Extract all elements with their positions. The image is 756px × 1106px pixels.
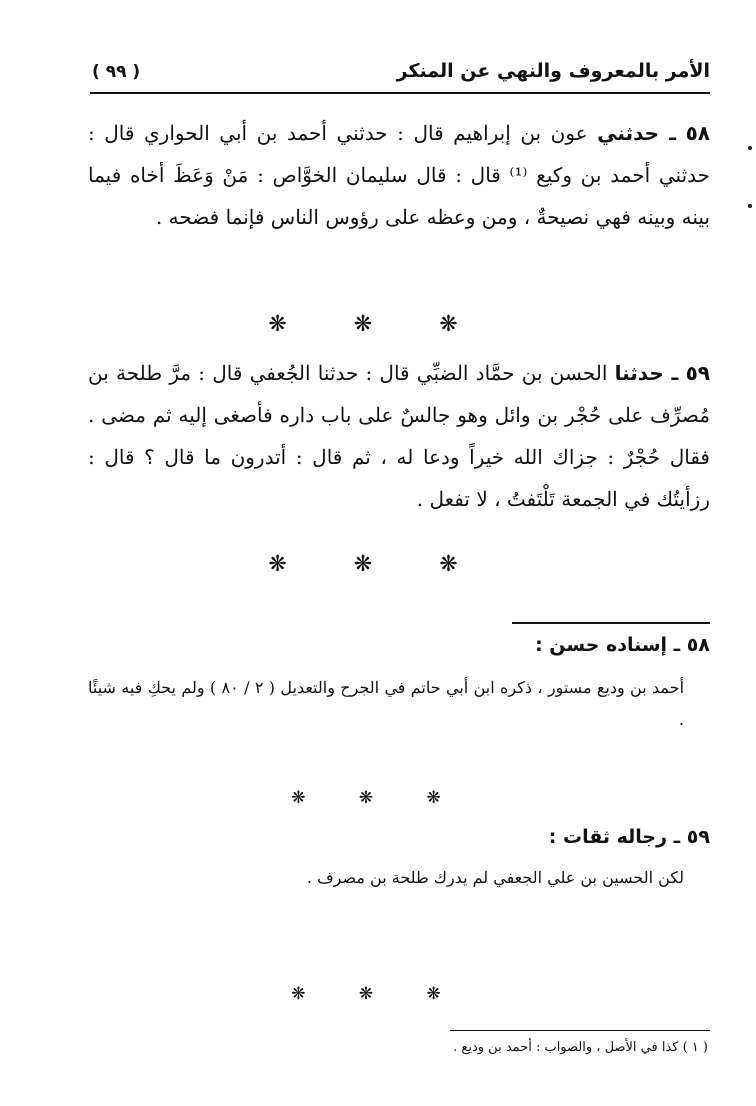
note-59-text: لكن الحسين بن علي الجعفي لم يدرك طلحة بن مصرف .: [306, 868, 684, 887]
section-separator-4: ❋ ❋ ❋: [291, 984, 465, 1004]
hadith-59-number: ٥٩: [685, 361, 710, 385]
section-separator-3: ❋ ❋ ❋: [291, 788, 465, 808]
note-59-heading: ٥٩ ـ رجاله ثقات :: [548, 826, 710, 848]
header-title: الأمر بالمعروف والنهي عن المنكر: [396, 60, 710, 82]
hadith-59: ٥٩ ـ حدثنا الحسن بن حمَّاد الضبِّي قال : حدثنا الجُعفي قال : مرَّ طلحة بن مُصرِّف على حُجْر بن وائل وهو جالسٌ على باب داره فأصغى إليه ثم مضى . فقال حُجْرٌ : جزاك الله خيراً ودعا له ، ثم قال : أتدرون ما قال ؟ قال : رزأيتُك في الجمعة تَلْتَفتُ ، لا تفعل .: [88, 361, 710, 511]
hadith-58-lead: حدثني: [597, 121, 660, 145]
footnote-divider: [450, 1030, 710, 1031]
footnote: ( ١ ) كذا في الأصل ، والصواب : أحمد بن وديع .: [453, 1040, 708, 1055]
note-58-text: أحمد بن وديع مستور ، ذكره ابن أبي حاتم في الجرح والتعديل ( ٢ / ٨٠ ) ولم يحكِ فيه شيئًا .: [88, 678, 685, 729]
hadith-58-text: عون بن إبراهيم قال : حدثني أحمد بن أبي الحواري قال : حدثني أحمد بن وكيع ⁽¹⁾ قال : قال سليمان الخوَّاص : مَنْ وَعَظَ أخاه فيما بينه وبينه فهي نصيحةٌ ، ومن وعظه على رؤوس الناس فإنما فضحه .: [88, 121, 710, 229]
hadith-59-lead: حدثنا: [614, 361, 664, 385]
scan-speck: [748, 204, 752, 208]
running-header: [90, 58, 710, 94]
scan-speck: [748, 146, 752, 150]
section-separator-1: ❋ ❋ ❋: [268, 312, 488, 337]
hadith-58: ٥٨ ـ حدثني عون بن إبراهيم قال : حدثني أحمد بن أبي الحواري قال : حدثني أحمد بن وكيع ⁽¹⁾ قال : قال سليمان الخوَّاص : مَنْ وَعَظَ أخاه فيما بينه وبينه فهي نصيحةٌ ، ومن وعظه على رؤوس الناس فإنما فضحه .: [88, 121, 710, 229]
hadith-59-text: الحسن بن حمَّاد الضبِّي قال : حدثنا الجُعفي قال : مرَّ طلحة بن مُصرِّف على حُجْر بن وائل وهو جالسٌ على باب داره فأصغى إليه ثم مضى . فقال حُجْرٌ : جزاك الله خيراً ودعا له ، ثم قال : أتدرون ما قال ؟ قال : رزأيتُك في الجمعة تَلْتَفتُ ، لا تفعل .: [88, 361, 710, 511]
notes-divider: [512, 622, 710, 624]
note-58-heading: ٥٨ ـ إسناده حسن :: [535, 634, 710, 656]
hadith-58-number: ٥٨: [685, 121, 710, 145]
section-separator-2: ❋ ❋ ❋: [268, 552, 488, 577]
page-number: ( ٩٩ ): [92, 62, 141, 82]
